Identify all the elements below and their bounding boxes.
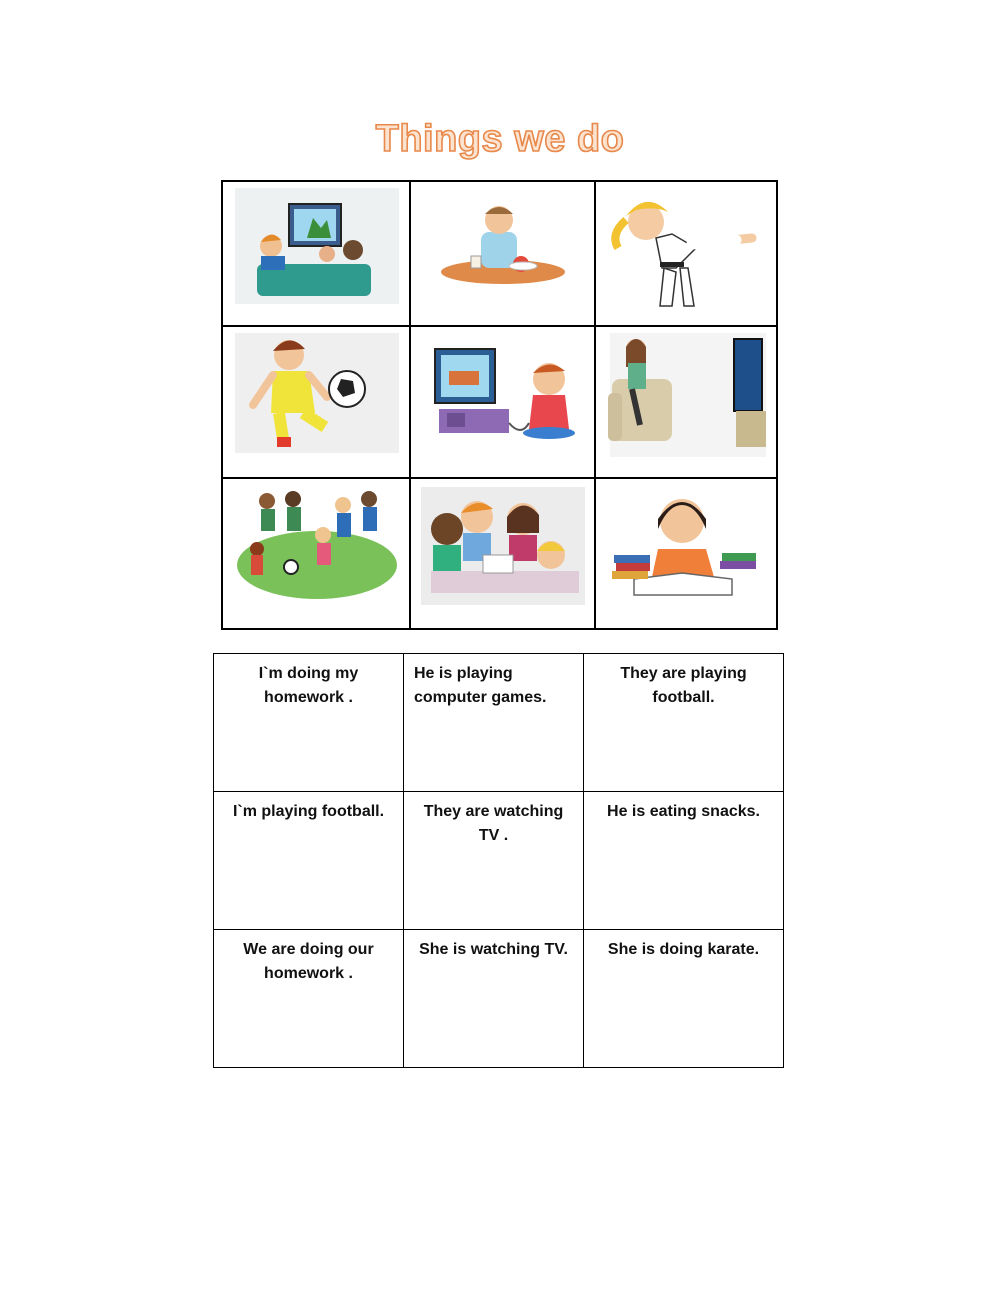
page-title: Things we do (375, 118, 625, 160)
picture-cell (410, 478, 595, 629)
sentence-cell: We are doing our homework . (214, 930, 404, 1068)
picture-cell (410, 326, 595, 478)
family-watching-tv-picture (223, 182, 409, 327)
sentence-cell: I`m playing football. (214, 792, 404, 930)
sentence-cell: They are playing football. (584, 654, 784, 792)
woman-watching-tv-picture (596, 327, 776, 479)
sentence-cell: I`m doing my homework . (214, 654, 404, 792)
children-doing-homework-picture (411, 479, 594, 630)
sentence-cell: She is doing karate. (584, 930, 784, 1068)
picture-cell (222, 181, 410, 326)
kids-playing-football-picture (223, 479, 409, 630)
picture-cell (222, 326, 410, 478)
man-eating-snacks-picture (411, 182, 594, 327)
boy-playing-football-picture (223, 327, 409, 479)
picture-cell (222, 478, 410, 629)
sentence-cell: He is eating snacks. (584, 792, 784, 930)
picture-cell (595, 326, 777, 478)
sentence-cell: He is playing computer games. (404, 654, 584, 792)
picture-grid (221, 180, 778, 630)
boy-playing-computer-games-picture (411, 327, 594, 479)
sentence-grid (213, 653, 784, 1068)
girl-doing-homework-picture (596, 479, 776, 630)
sentence-cell: She is watching TV. (404, 930, 584, 1068)
picture-cell (595, 478, 777, 629)
picture-cell (595, 181, 777, 326)
sentence-cell: They are watching TV . (404, 792, 584, 930)
picture-cell (410, 181, 595, 326)
girl-doing-karate-picture (596, 182, 776, 327)
